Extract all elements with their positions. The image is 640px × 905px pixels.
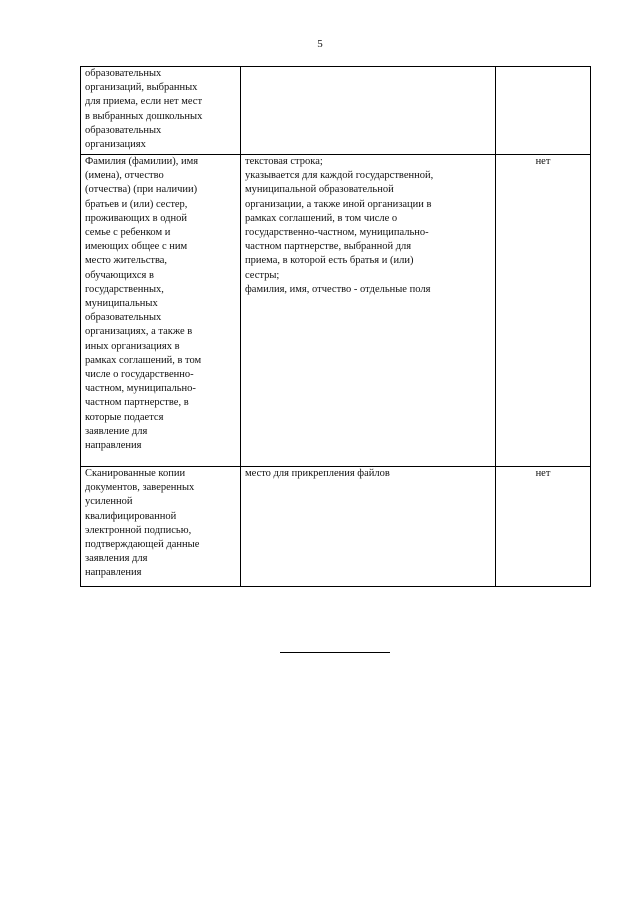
- table-row: [81, 155, 591, 467]
- field-required-cell: [496, 467, 591, 587]
- end-divider: [280, 652, 390, 653]
- field-name: образовательных организаций, выбранных для приема, если нет мест в выбранных дошкольных образовательных организациях: [85, 68, 203, 151]
- table-row: [81, 67, 591, 155]
- field-name-cell: [81, 155, 241, 467]
- field-required: нет: [535, 156, 551, 167]
- field-description: место для прикрепления файлов: [245, 468, 390, 479]
- field-name-cell: [81, 467, 241, 587]
- field-required-cell: [496, 155, 591, 467]
- field-description: текстовая строка; указывается для каждой государственной, муниципальной образовательной организации, а также иной организации в рамках соглашений, в том числе о государственно-частном, муниципально- частном партнерстве, выбранной для приема, в которой есть братья и (или) сестры; фамилия, имя, отчество - отдельные поля: [245, 156, 434, 295]
- field-description-cell: [241, 155, 496, 467]
- field-required: нет: [535, 468, 551, 479]
- field-description-cell: [241, 467, 496, 587]
- fields-table: [80, 66, 591, 587]
- field-name: Сканированные копии документов, заверенных усиленной квалифицированной электронной подписью, подтверждающей данные заявления для направления: [85, 468, 200, 579]
- field-required-cell: [496, 67, 591, 155]
- field-name: Фамилия (фамилии), имя (имена), отчество (отчества) (при наличии) братьев и (или) сестер, проживающих в одной семье с ребенком и имеющих общее с ним место жительства, обучающихся в государственных, муниципальных образовательных организациях, а также в иных организациях в рамках соглашений, в том числе о государственно- частном, муниципально- частном партнерстве, в которые подается заявление для направления: [85, 156, 202, 452]
- page-number: 5: [317, 38, 323, 50]
- field-name-cell: [81, 67, 241, 155]
- field-description-cell: [241, 67, 496, 155]
- table-row: [81, 467, 591, 587]
